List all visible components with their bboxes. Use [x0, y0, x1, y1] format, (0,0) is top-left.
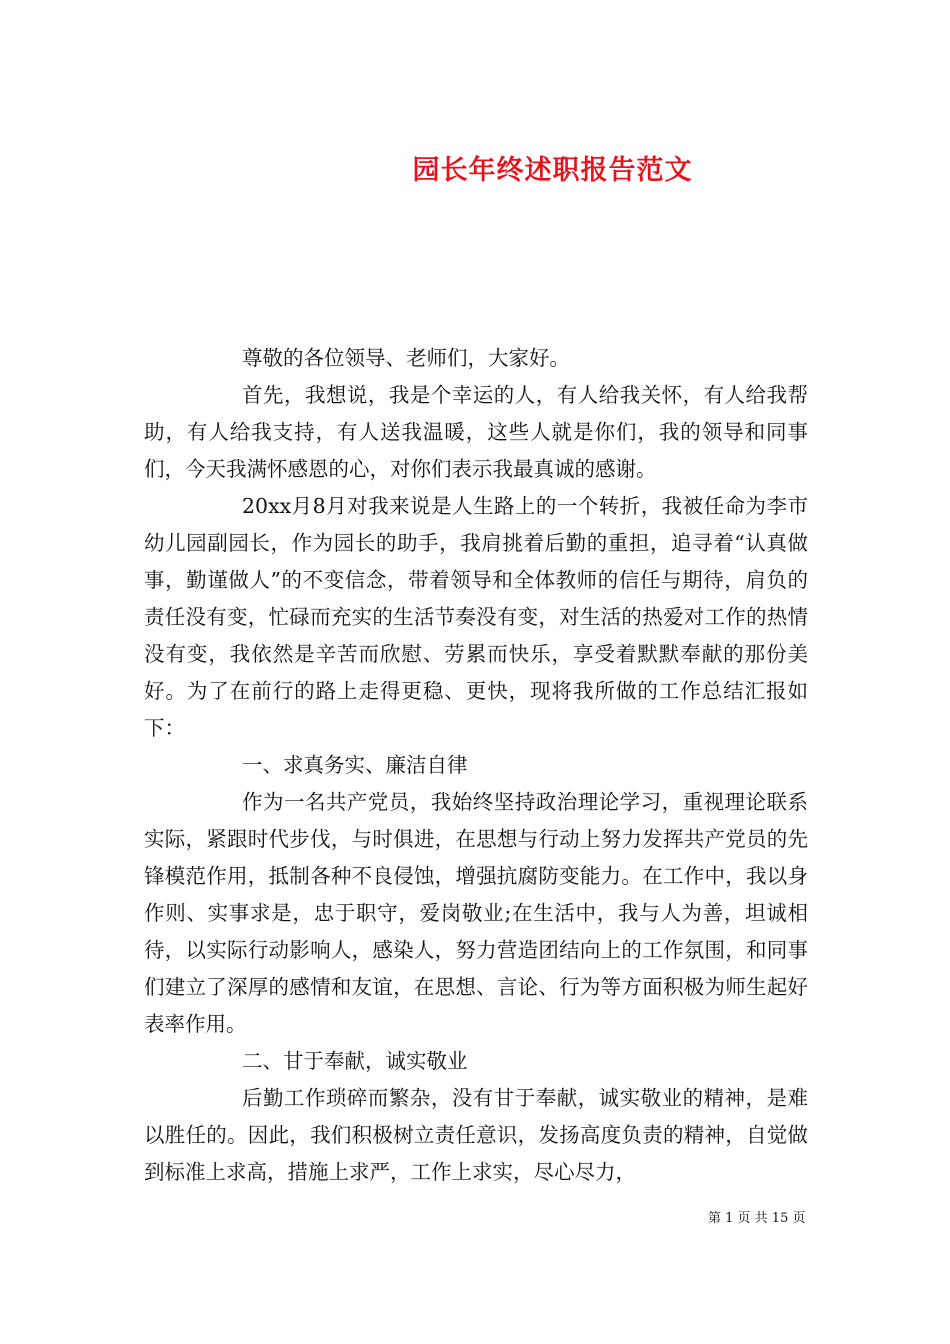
paragraph-3: 作为一名共产党员，我始终坚持政治理论学习，重视理论联系实际，紧跟时代步伐，与时俱进，在思想与行动上努力发挥共产党员的先锋模范作用，抵制各种不良侵蚀，增强抗腐防变能力。在工作中，我以身作则、实事求是，忠于职守，爱岗敬业;在生活中，我与人为善，坦诚相待，以实际行动影响人，感染人，努力营造团结向上的工作氛围，和同事们建立了深厚的感情和友谊，在思想、言论、行为等方面积极为师生起好表率作用。 — [144, 790, 808, 1036]
section-heading-1: 一、求真务实、廉洁自律 — [242, 753, 468, 777]
greeting: 尊敬的各位领导、老师们，大家好。 — [242, 346, 570, 370]
section-heading-2: 二、甘于奉献，诚实敬业 — [242, 1049, 468, 1073]
paragraph-2: 20xx月8月对我来说是人生路上的一个转折，我被任命为李市幼儿园副园长，作为园长的助手，我肩挑着后勤的重担，追寻着“认真做事，勤谨做人”的不变信念，带着领导和全体教师的信任与期待，肩负的责任没有变，忙碌而充实的生活节奏没有变，对生活的热爱对工作的热情没有变，我依然是辛苦而欣慰、劳累而快乐，享受着默默奉献的那份美好。为了在前行的路上走得更稳、更快，现将我所做的工作总结汇报如下： — [144, 494, 808, 740]
document-body — [144, 340, 808, 1191]
page-number-footer: 第 1 页 共 15 页 — [708, 1211, 806, 1226]
paragraph-1: 首先，我想说，我是个幸运的人，有人给我关怀，有人给我帮助，有人给我支持，有人送我温暖，这些人就是你们，我的领导和同事们，今天我满怀感恩的心，对你们表示我最真诚的感谢。 — [144, 383, 808, 481]
paragraph-4: 后勤工作琐碎而繁杂，没有甘于奉献，诚实敬业的精神，是难以胜任的。因此，我们积极树立责任意识，发扬高度负责的精神，自觉做到标准上求高，措施上求严，工作上求实，尽心尽力， — [144, 1086, 808, 1184]
document-title: 园长年终述职报告范文 — [412, 155, 693, 187]
